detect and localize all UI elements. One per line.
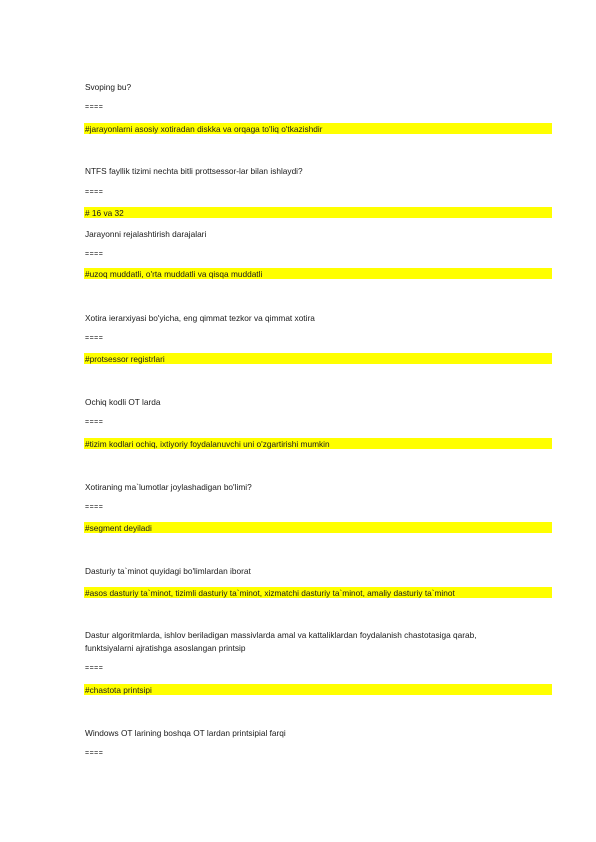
answer-text: #uzoq muddatli, o'rta muddatli va qisqa muddatli bbox=[85, 268, 263, 279]
answer-highlight bbox=[84, 268, 552, 279]
question-text: Svoping bu? bbox=[85, 82, 132, 92]
answer-text: #asos dasturiy ta`minot, tizimli dasturiy ta`minot, xizmatchi dasturiy ta`minot, amaliy dasturiy ta`minot bbox=[85, 587, 455, 598]
separator: ==== bbox=[85, 104, 104, 111]
answer-text: #protsessor registrlari bbox=[85, 353, 165, 364]
separator: ==== bbox=[85, 665, 104, 672]
answer-highlight bbox=[84, 353, 552, 364]
question-text: Dastur algoritmlarda, ishlov beriladigan massivlarda amal va kattaliklardan foydalanish chastotasiga qarab, bbox=[85, 630, 477, 640]
question-text: Xotiraning ma`lumotlar joylashadigan bo'limi? bbox=[85, 482, 252, 492]
separator: ==== bbox=[85, 419, 104, 426]
separator: ==== bbox=[85, 251, 104, 258]
answer-text: #jarayonlarni asosiy xotiradan diskka va orqaga to'liq o'tkazishdir bbox=[85, 123, 323, 134]
question-text: Jarayonni rejalashtirish darajalari bbox=[85, 229, 207, 239]
separator: ==== bbox=[85, 750, 104, 757]
separator: ==== bbox=[85, 189, 104, 196]
answer-highlight bbox=[84, 207, 552, 218]
answer-text: #tizim kodlari ochiq, ixtiyoriy foydalanuvchi uni o'zgartirishi mumkin bbox=[85, 438, 330, 449]
answer-text: #segment deyiladi bbox=[85, 522, 152, 533]
answer-highlight bbox=[84, 438, 552, 449]
answer-highlight bbox=[84, 123, 552, 134]
answer-highlight bbox=[84, 684, 552, 695]
question-text: Dasturiy ta`minot quyidagi bo'limlardan iborat bbox=[85, 566, 251, 576]
question-text-line2: funktsiyalarni ajratishga asoslangan printsip bbox=[85, 643, 246, 653]
answer-highlight bbox=[84, 587, 552, 598]
question-text: NTFS fayllik tizimi nechta bitli prottsessor-lar bilan ishlaydi? bbox=[85, 166, 303, 176]
answer-text: # 16 va 32 bbox=[85, 207, 124, 218]
answer-text: #chastota printsipi bbox=[85, 684, 152, 695]
question-text: Ochiq kodli OT larda bbox=[85, 397, 161, 407]
separator: ==== bbox=[85, 504, 104, 511]
question-text: Windows OT larining boshqa OT lardan printsipial farqi bbox=[85, 728, 286, 738]
question-text: Xotira ierarxiyasi bo'yicha, eng qimmat tezkor va qimmat xotira bbox=[85, 313, 315, 323]
separator: ==== bbox=[85, 335, 104, 342]
answer-highlight bbox=[84, 522, 552, 533]
